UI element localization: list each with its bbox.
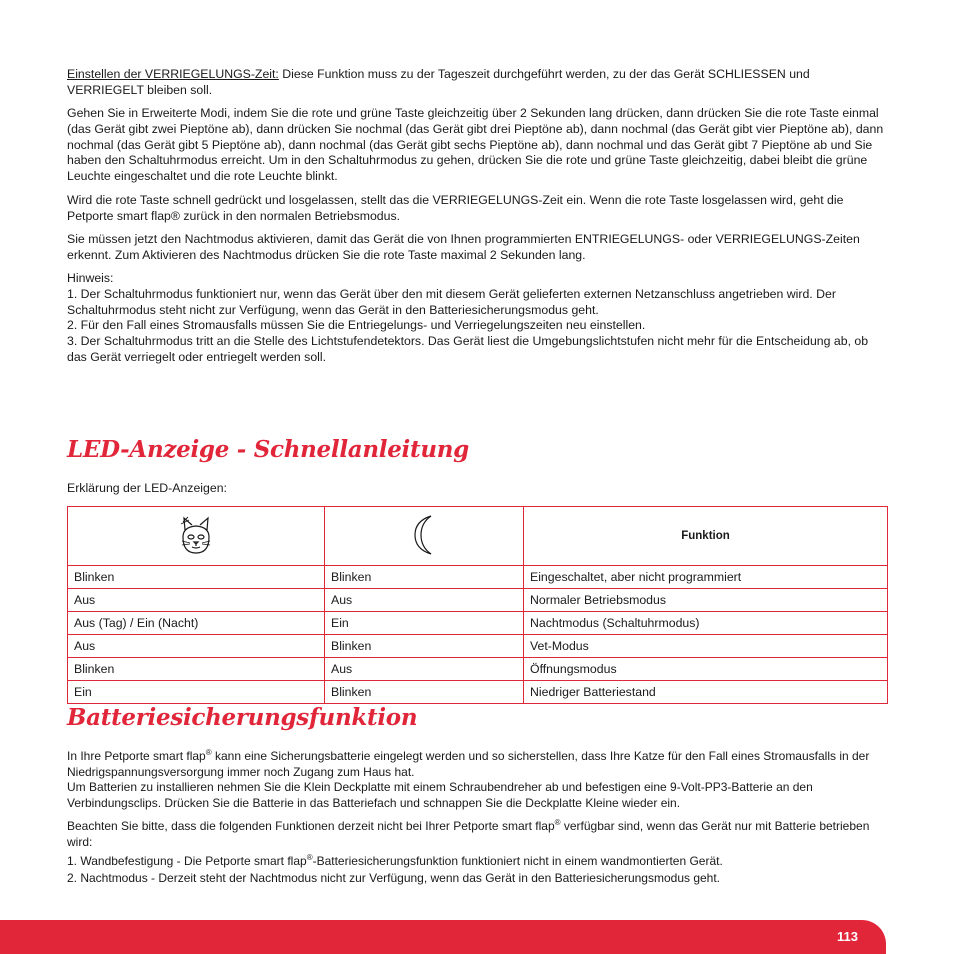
function-cell: Normaler Betriebsmodus — [524, 589, 888, 612]
moon-led-cell: Blinken — [325, 681, 524, 704]
moon-led-cell: Aus — [325, 658, 524, 681]
advanced-modes-paragraph: Gehen Sie in Erweiterte Modi, indem Sie die rote und grüne Taste gleichzeitig über 2 Sekunden lang drücken, dann drücken Sie die rote Taste einmal (das Gerät gibt zwei Pieptöne ab), dann drücken Sie nochmal (das Gerät gibt drei Pieptöne ab), dann nochmal (das Gerät gibt vier Pieptöne ab), dann nochmal (das Gerät gibt 5 Pieptöne ab), dann nochmal (das Gerät gibt sechs Pieptöne ab), dann nochmal und das Gerät gibt 7 Pieptöne ab und Sie haben den Schaltuhrmodus erreicht. Um in den Schaltuhrmodus zu gehen, drücken Sie die rote und grüne Taste gleichzeitig, dabei bleibt die grüne Leuchte eingeschaltet und die rote Leuchte blinkt. — [67, 106, 884, 184]
cat-led-cell: Blinken — [68, 566, 325, 589]
note-2: 2. Für den Fall eines Stromausfalls müssen Sie die Entriegelungs- und Verriegelungszeiten neu einstellen. — [67, 318, 646, 333]
note-1: 1. Der Schaltuhrmodus funktioniert nur, wenn das Gerät über den mit diesem Gerät gelieferten externen Netzanschluss angetrieben wird. Der Schaltuhrmodus steht nicht zur Verfügung, wenn das Gerät in den Batteriesicherungsmodus geht. — [67, 286, 836, 317]
page-number: 113 — [837, 929, 858, 944]
battery-paragraph-5: 2. Nachtmodus - Derzeit steht der Nachtmodus nicht zur Verfügung, wenn das Gerät in den Batteriesicherungsmodus geht. — [67, 871, 721, 885]
function-cell: Vet-Modus — [524, 635, 888, 658]
function-cell: Niedriger Batteriestand — [524, 681, 888, 704]
note-title: Hinweis: — [67, 271, 114, 285]
table-row — [68, 566, 888, 589]
lock-time-text: Diese Funktion muss zu der Tageszeit durchgeführt werden, zu der das Gerät SCHLIESSEN und VERRIEGELT bleiben soll. — [67, 67, 810, 97]
battery-paragraph-3: Beachten Sie bitte, dass die folgenden Funktionen derzeit nicht bei Ihrer Petporte smart flap® verfügbar sind, wenn das Gerät nur mit Batterie betrieben wird: — [67, 818, 870, 849]
led-heading: LED-Anzeige - Schnellanleitung — [67, 436, 469, 463]
function-cell: Öffnungsmodus — [524, 658, 888, 681]
note-3: 3. Der Schaltuhrmodus tritt an die Stelle des Lichtstufendetektors. Das Gerät liest die Umgebungslichtstufen nicht mehr für die Entscheidung ab, ob das Gerät verriegelt oder entriegelt werden soll. — [67, 334, 869, 364]
moon-led-cell: Ein — [325, 612, 524, 635]
lock-time-set-paragraph: Wird die rote Taste schnell gedrückt und losgelassen, stellt das die VERRIEGELUNGS-Zeit ein. Wenn die rote Taste losgelassen wird, geht die Petporte smart flap® zurück in den normalen Betriebsmodus. — [67, 193, 844, 223]
cat-led-cell: Aus (Tag) / Ein (Nacht) — [68, 612, 325, 635]
crescent-moon-icon — [409, 546, 439, 560]
table-row — [68, 658, 888, 681]
lock-time-paragraph — [67, 67, 889, 99]
led-table-header — [68, 507, 888, 566]
cat-face-icon — [174, 546, 218, 560]
led-intro: Erklärung der LED-Anzeigen: — [67, 481, 227, 495]
cat-led-cell: Ein — [68, 681, 325, 704]
lock-time-label: Einstellen der VERRIEGELUNGS-Zeit: — [67, 67, 279, 81]
footer-bar — [0, 920, 886, 954]
led-table — [67, 506, 888, 704]
function-cell: Nachtmodus (Schaltuhrmodus) — [524, 612, 888, 635]
table-row — [68, 681, 888, 704]
cat-led-cell: Blinken — [68, 658, 325, 681]
moon-led-cell: Blinken — [325, 566, 524, 589]
function-cell: Eingeschaltet, aber nicht programmiert — [524, 566, 888, 589]
cat-led-cell: Aus — [68, 589, 325, 612]
battery-paragraph-2: Um Batterien zu installieren nehmen Sie die Klein Deckplatte mit einem Schraubendreher ab und befestigen eine 9-Volt-PP3-Batterie an den Verbindungsclips. Drücken Sie die Batterie in das Batteriefach und schnappen Sie die Deckplatte Kleine wieder ein. — [67, 780, 813, 810]
table-row — [68, 635, 888, 658]
battery-paragraph-1: In Ihre Petporte smart flap® kann eine Sicherungsbatterie eingelegt werden und so sicherstellen, dass Ihre Katze für den Fall eines Stromausfalls in der Niedrigspannungsversorgung immer noch Zugang zum Haus hat. — [67, 748, 870, 779]
battery-paragraph-4: 1. Wandbefestigung - Die Petporte smart flap®-Batteriesicherungsfunktion funktioniert nicht in einem wandmontierten Gerät. — [67, 853, 723, 868]
function-column-header: Funktion — [524, 507, 888, 566]
moon-column-header — [325, 507, 524, 566]
note-block — [67, 271, 889, 366]
cat-column-header — [68, 507, 325, 566]
battery-heading: Batteriesicherungsfunktion — [67, 704, 418, 731]
table-row — [68, 612, 888, 635]
moon-led-cell: Aus — [325, 589, 524, 612]
table-row — [68, 589, 888, 612]
night-mode-paragraph: Sie müssen jetzt den Nachtmodus aktivieren, damit das Gerät die von Ihnen programmierten ENTRIEGELUNGS- oder VERRIEGELUNGS-Zeiten erkennt. Zum Aktivieren des Nachtmodus drücken Sie die rote Taste maximal 2 Sekunden lang. — [67, 232, 860, 262]
cat-led-cell: Aus — [68, 635, 325, 658]
moon-led-cell: Blinken — [325, 635, 524, 658]
